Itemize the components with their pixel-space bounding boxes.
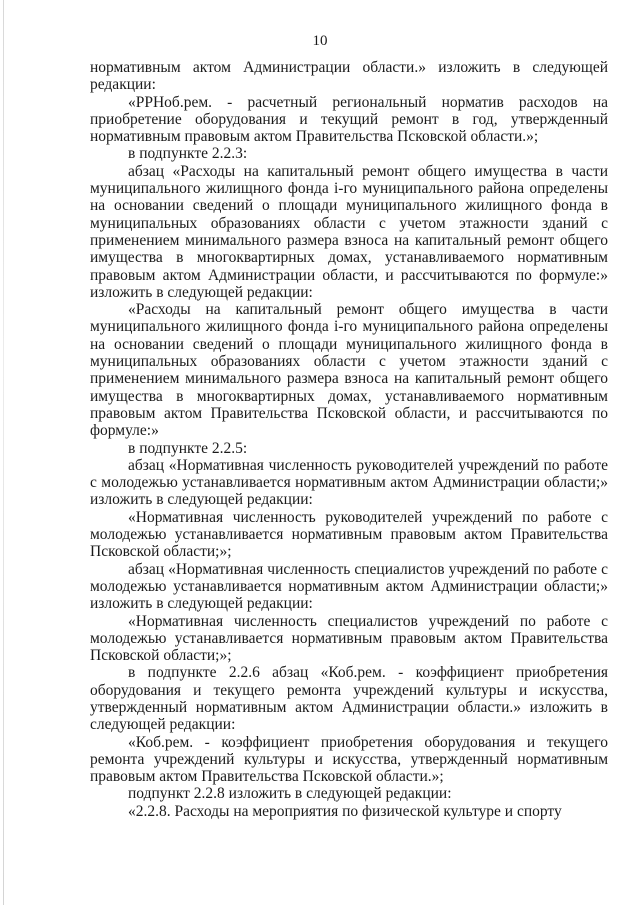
paragraph: «Нормативная численность специалистов учреждений по работе с молодежью устанавливается нормативным правовым актом Правительства Псковской области;»; [90,612,608,665]
paragraph: в подпункте 2.2.3: [128,145,248,163]
scan-edge-line [3,0,4,905]
paragraph: «2.2.8. Расходы на мероприятия по физической культуре и спорту [128,802,562,820]
page-number: 10 [312,33,328,49]
paragraph: абзац «Нормативная численность руководителей учреждений по работе с молодежью устанавливается нормативным актом Администрации области;» изложить в следующей редакции: [90,456,608,509]
paragraph: подпункт 2.2.8 изложить в следующей редакции: [128,785,452,803]
paragraph: в подпункте 2.2.6 абзац «Коб.рем. - коэффициент приобретения оборудования и текущего ремонта учреждений культуры и искусства, утвержденный нормативным актом Администрации области.» изложить в следующей редакции: [90,664,608,734]
paragraph: «PPHоб.рем. - расчетный региональный норматив расходов на приобретение оборудования и текущий ремонт в год, утвержденный нормативным правовым актом Правительства Псковской области.»; [90,93,608,146]
paragraph: абзац «Расходы на капитальный ремонт общего имущества в части муниципального жилищного фонда i-го муниципального района определены на основании сведений о площади муниципального жилищного фонда в муниципальных образованиях области с учетом этажности зданий с применением минимального размера взноса на капитальный ремонт общего имущества в многоквартирных домах, устанавливаемого нормативным правовым актом Администрации области, и рассчитываются по формуле:» изложить в следующей редакции: [90,162,608,301]
paragraph: «Коб.рем. - коэффициент приобретения оборудования и текущего ремонта учреждений культуры и искусства, утвержденный нормативным правовым актом Правительства Псковской области.»; [90,733,608,786]
paragraph: нормативным актом Администрации области.» изложить в следующей редакции: [90,59,608,94]
paragraph: «Нормативная численность руководителей учреждений по работе с молодежью устанавливается нормативным правовым актом Правительства Псковской области;»; [90,508,608,561]
paragraph: в подпункте 2.2.5: [128,439,248,457]
document-body [90,59,608,820]
paragraph: абзац «Нормативная численность специалистов учреждений по работе с молодежью устанавливается нормативным актом Администрации области;» изложить в следующей редакции: [90,560,608,613]
paragraph: «Расходы на капитальный ремонт общего имущества в части муниципального жилищного фонда i-го муниципального района определены на основании сведений о площади муниципального жилищного фонда в муниципальных образованиях области с учетом этажности зданий с применением минимального размера взноса на капитальный ремонт общего имущества в многоквартирных домах, устанавливаемого нормативным правовым актом Правительства Псковской области, и рассчитываются по формуле:» [90,301,608,440]
